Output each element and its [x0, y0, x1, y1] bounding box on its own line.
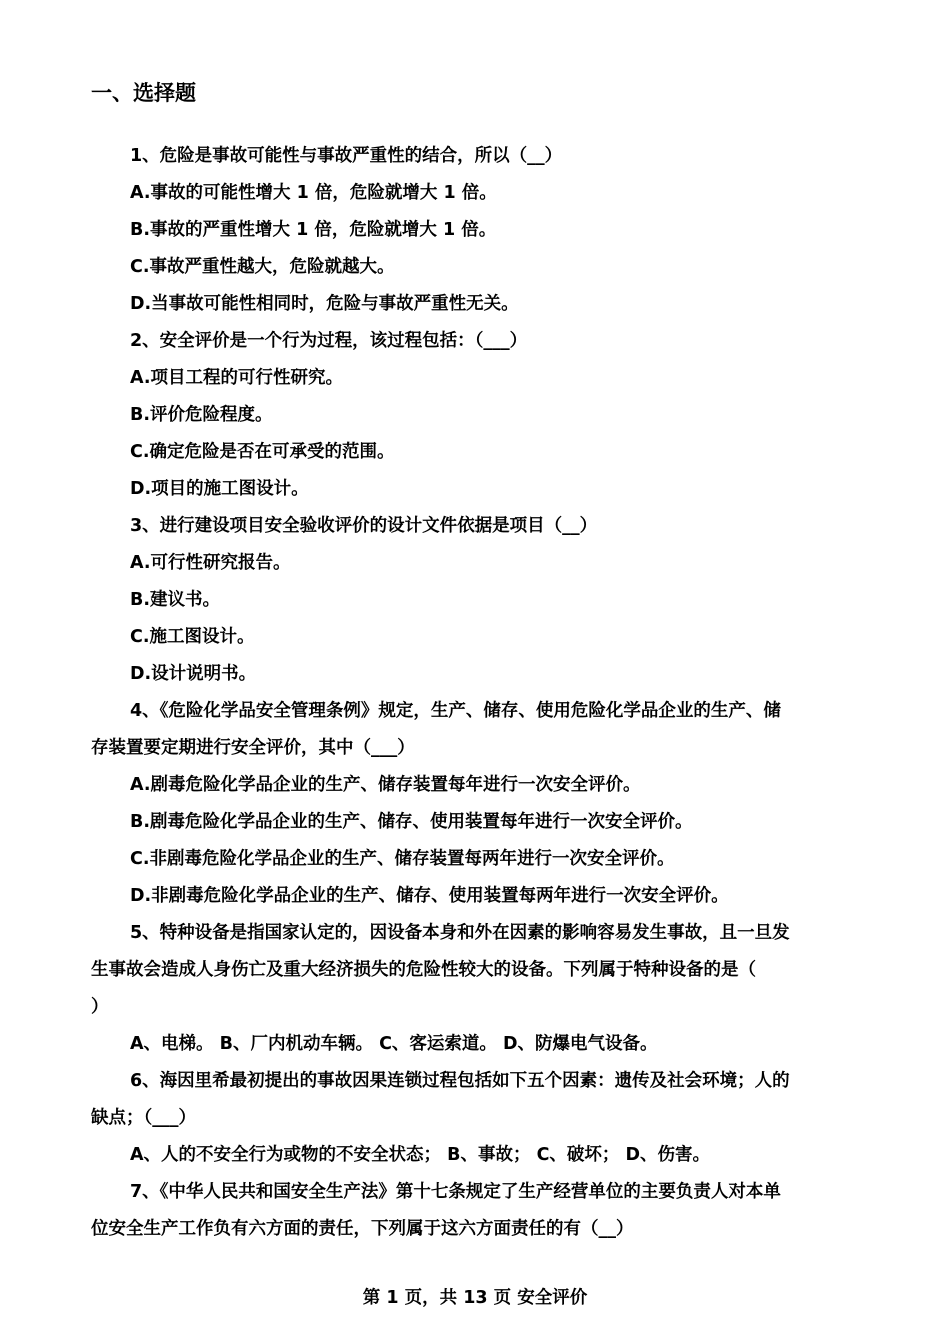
page-footer: 第 1 页，共 13 页 安全评价	[362, 1288, 588, 1308]
question-1-option-c: C.事故严重性越大，危险就越大。	[130, 257, 395, 277]
question-2-stem: 2、安全评价是一个行为过程，该过程包括：（___）	[130, 331, 528, 351]
question-7-stem-line-1: 7、《中华人民共和国安全生产法》第十七条规定了生产经营单位的主要负责人对本单	[130, 1182, 781, 1202]
question-5-stem-line-3: ）	[91, 997, 109, 1017]
question-5-options: A、电梯。 B、厂内机动车辆。 C、客运索道。 D、防爆电气设备。	[130, 1034, 658, 1054]
question-3-option-d: D.设计说明书。	[130, 664, 257, 684]
question-4-stem-line-1: 4、《危险化学品安全管理条例》规定，生产、储存、使用危险化学品企业的生产、储	[130, 701, 781, 721]
section-title: 一、选择题	[91, 81, 196, 105]
question-list	[91, 138, 861, 1248]
question-1-option-d: D.当事故可能性相同时，危险与事故严重性无关。	[130, 294, 519, 314]
question-4-stem-line-2: 存装置要定期进行安全评价，其中（___）	[91, 738, 415, 758]
question-4-option-b: B.剧毒危险化学品企业的生产、储存、使用装置每年进行一次安全评价。	[130, 812, 693, 832]
question-2-option-b: B.评价危险程度。	[130, 405, 273, 425]
question-5-stem-line-2: 生事故会造成人身伤亡及重大经济损失的危险性较大的设备。下列属于特种设备的是（	[91, 960, 756, 980]
question-3-option-a: A.可行性研究报告。	[130, 553, 291, 573]
question-1-stem: 1、危险是事故可能性与事故严重性的结合，所以（__）	[130, 146, 563, 166]
question-1-option-a: A.事故的可能性增大 1 倍，危险就增大 1 倍。	[130, 183, 497, 203]
question-4-option-d: D.非剧毒危险化学品企业的生产、储存、使用装置每两年进行一次安全评价。	[130, 886, 729, 906]
question-4-option-c: C.非剧毒危险化学品企业的生产、储存装置每两年进行一次安全评价。	[130, 849, 675, 869]
question-2-option-c: C.确定危险是否在可承受的范围。	[130, 442, 395, 462]
question-7-stem-line-2: 位安全生产工作负有六方面的责任，下列属于这六方面责任的有（__）	[91, 1219, 634, 1239]
question-6-options: A、人的不安全行为或物的不安全状态； B、事故； C、破坏； D、伤害。	[130, 1145, 711, 1165]
question-5-stem-line-1: 5、特种设备是指国家认定的，因设备本身和外在因素的影响容易发生事故，且一旦发	[130, 923, 790, 943]
question-2-option-a: A.项目工程的可行性研究。	[130, 368, 344, 388]
question-3-option-b: B.建议书。	[130, 590, 220, 610]
question-4-option-a: A.剧毒危险化学品企业的生产、储存装置每年进行一次安全评价。	[130, 775, 641, 795]
question-6-stem-line-1: 6、海因里希最初提出的事故因果连锁过程包括如下五个因素：遗传及社会环境；人的	[130, 1071, 790, 1091]
question-2-option-d: D.项目的施工图设计。	[130, 479, 309, 499]
question-3-stem: 3、进行建设项目安全验收评价的设计文件依据是项目（__）	[130, 516, 598, 536]
question-6-stem-line-2: 缺点；（___）	[91, 1108, 196, 1128]
question-1-option-b: B.事故的严重性增大 1 倍，危险就增大 1 倍。	[130, 220, 497, 240]
question-3-option-c: C.施工图设计。	[130, 627, 255, 647]
